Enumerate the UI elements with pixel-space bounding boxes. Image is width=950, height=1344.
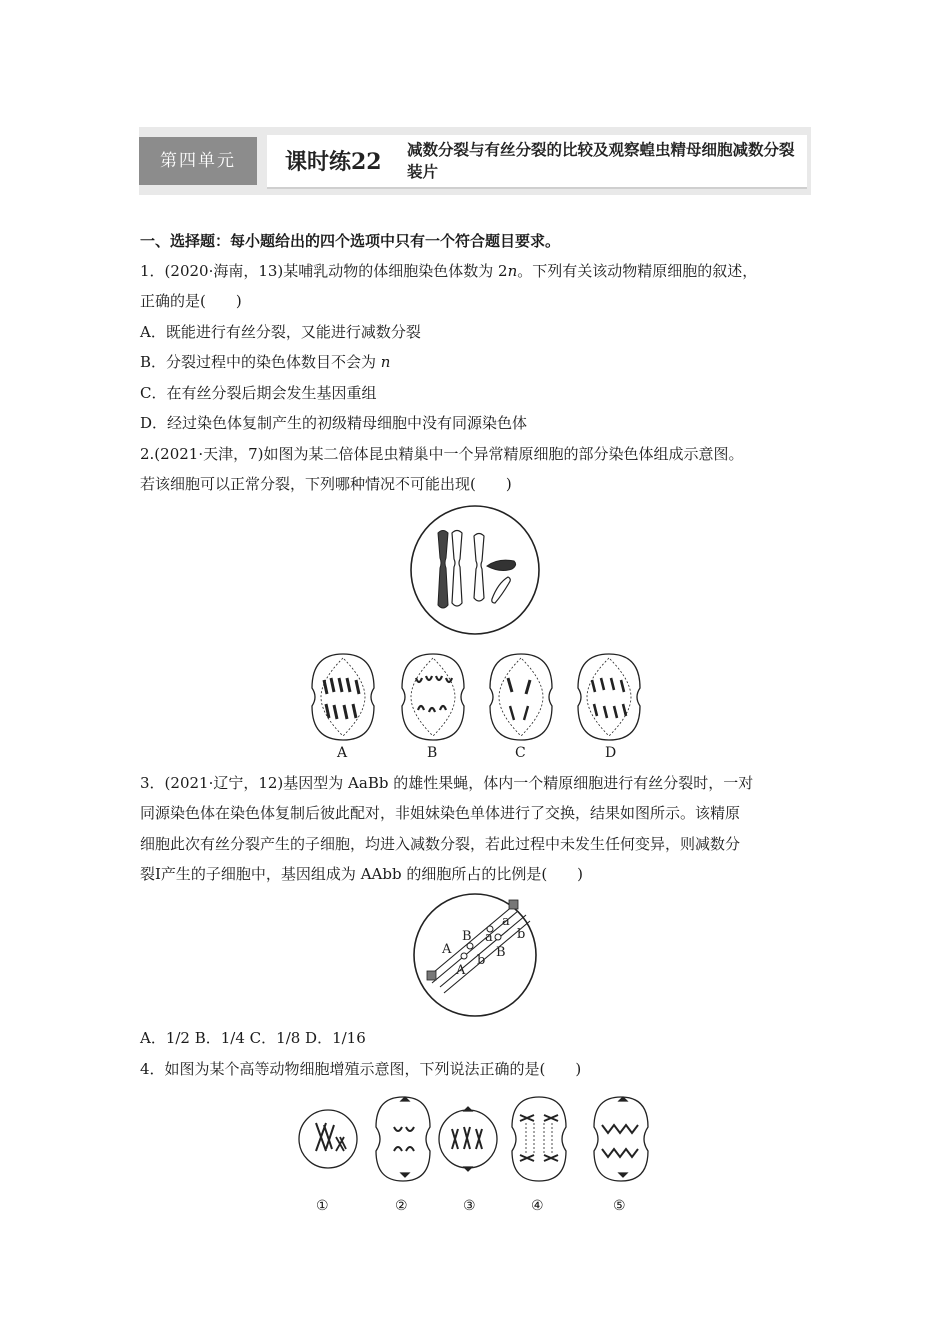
q4-cell-4 (512, 1097, 566, 1181)
lesson-header (267, 135, 807, 189)
q4-cell-division-figures (296, 1093, 656, 1185)
q4-cell-2 (376, 1097, 430, 1181)
q2-chromosome-cell-figure (408, 503, 542, 637)
unit-label: 第四单元 (139, 137, 257, 185)
q1-option-c: C．在有丝分裂后期会发生基因重组 (140, 384, 377, 402)
q4-label-2: ② (395, 1198, 408, 1214)
lesson-title: 减数分裂与有丝分裂的比较及观察蝗虫精母细胞减数分裂装片 (407, 140, 795, 181)
q2-label-b: B (427, 745, 438, 761)
q4-cell-3 (439, 1107, 497, 1171)
q1-option-d: D．经过染色体复制产生的初级精母细胞中没有同源染色体 (140, 414, 528, 432)
q4-label-5: ⑤ (613, 1198, 626, 1214)
lesson-number: 课时练22 (285, 149, 382, 175)
q2-choice-figures (306, 650, 646, 745)
q3-stem-line3: 细胞此次有丝分裂产生的子细胞，均进入减数分裂，若此过程中未发生任何变异，则减数分 (140, 835, 741, 853)
q4-cell-1 (299, 1110, 357, 1168)
q3-stem-line4: 裂Ⅰ产生的子细胞中，基因组成为 AAbb 的细胞所占的比例是( ) (140, 865, 584, 883)
gene-label-a1: a (502, 914, 510, 929)
q4-cell-5 (594, 1097, 648, 1181)
gene-label-B2: B (496, 945, 506, 960)
q2-stem-line1: 2.(2021·天津，7)如图为某二倍体昆虫精巢中一个异常精原细胞的部分染色体组成示意图。 (140, 445, 744, 463)
gene-label-a2: a (485, 930, 493, 945)
q3-stem-line2: 同源染色体在染色体复制后彼此配对，非姐妹染色单体进行了交换，结果如图所示。该精原 (140, 804, 741, 822)
q3-options: A．1/2 B．1/4 C．1/8 D．1/16 (140, 1029, 366, 1047)
q2-choice-cell-c (490, 654, 552, 740)
gene-label-b1: b (517, 927, 526, 942)
q1-stem-line2: 正确的是( ) (140, 292, 242, 310)
q2-label-c: C (515, 745, 526, 761)
q1-stem-line1: 1．(2020·海南，13)某哺乳动物的体细胞染色体数为 2n。下列有关该动物精原细胞的叙述， (140, 262, 758, 280)
q4-label-1: ① (316, 1198, 329, 1214)
q3-crossover-figure (410, 893, 540, 1018)
q4-label-3: ③ (463, 1198, 476, 1214)
q4-label-4: ④ (531, 1198, 544, 1214)
gene-label-A2: A (456, 963, 466, 978)
lesson-banner (139, 127, 811, 195)
q1-option-b: B．分裂过程中的染色体数目不会为 n (140, 353, 391, 371)
q2-stem-line2: 若该细胞可以正常分裂，下列哪种情况不可能出现( ) (140, 475, 512, 493)
gene-label-B1: B (462, 929, 472, 944)
q2-choice-cell-d (578, 654, 640, 740)
gene-label-b2: b (477, 953, 486, 968)
q2-label-a: A (337, 745, 348, 761)
q3-stem-line1: 3．(2021·辽宁，12)基因型为 AaBb 的雄性果蝇，体内一个精原细胞进行有丝分裂时，一对 (140, 774, 754, 792)
q2-choice-cell-b (402, 654, 464, 740)
gene-label-A1: A (442, 942, 452, 957)
q2-choice-cell-a (312, 654, 374, 740)
section-heading: 一、选择题：每小题给出的四个选项中只有一个符合题目要求。 (140, 232, 561, 250)
q1-option-a: A．既能进行有丝分裂，又能进行减数分裂 (140, 323, 421, 341)
q2-label-d: D (605, 745, 617, 761)
q4-stem: 4．如图为某个高等动物细胞增殖示意图，下列说法正确的是( ) (140, 1060, 582, 1078)
